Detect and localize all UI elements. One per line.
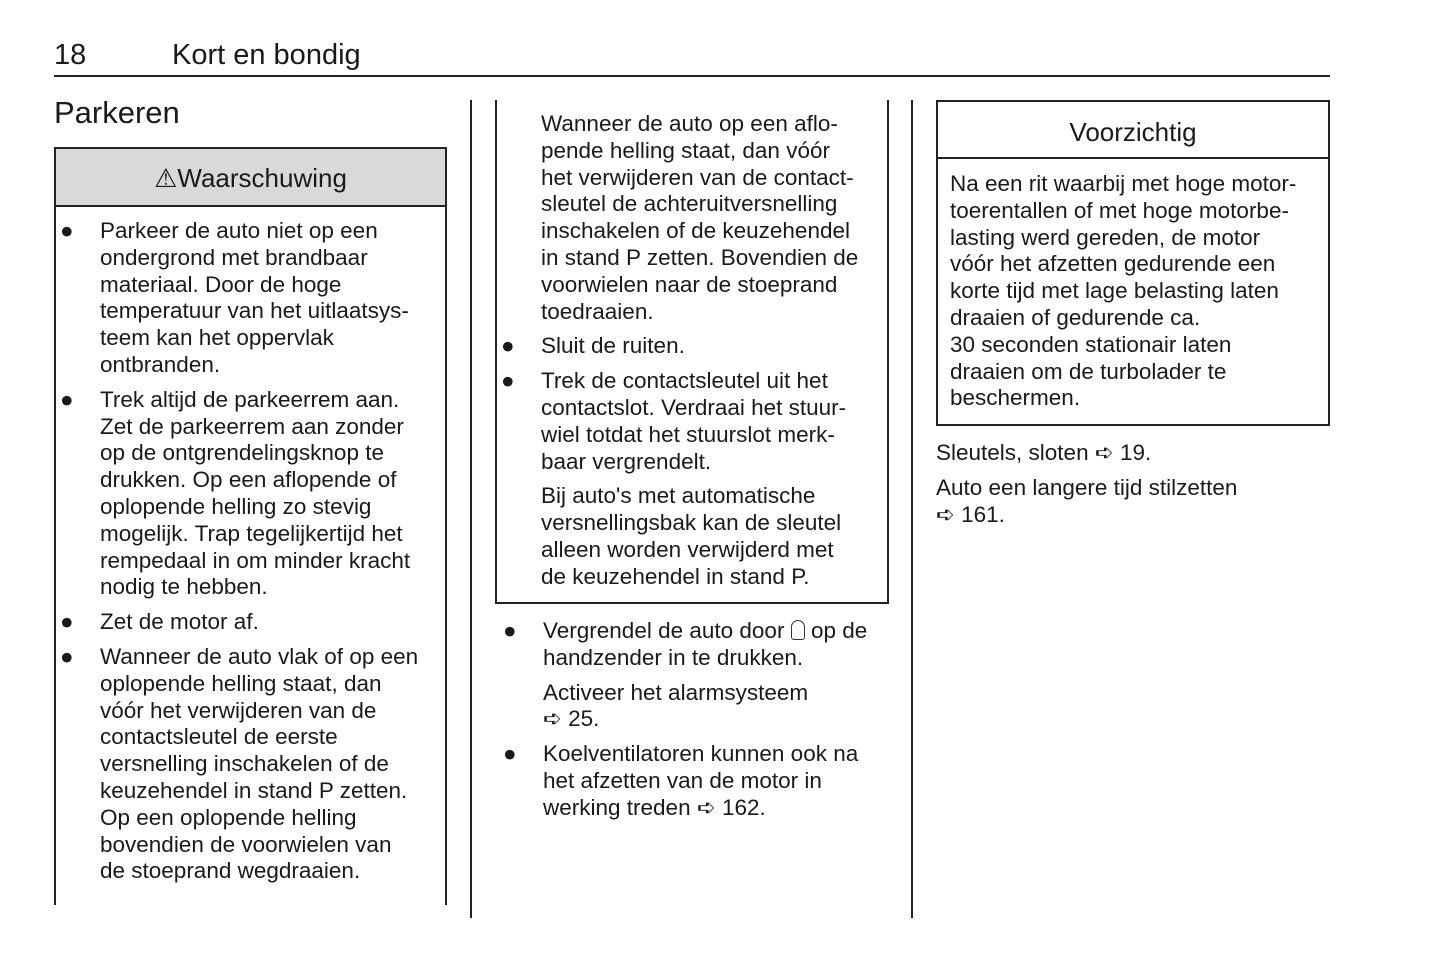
warning-item-text: Zet de motor af. [100,609,259,635]
step-text: op de handzender in te drukken. [543,618,868,670]
column-divider [470,100,472,918]
reference-storage [936,475,1336,529]
list-item [499,618,899,672]
warning-intro: Wanneer de auto op een aflo- pende helling staat, dan vóór het verwijderen van de contact- sleutel de achteruitversnelling inschakelen of de keuzehendel in stand P zetten. Bovendien de voorwielen naar de stoeprand toedraaien. [541,111,859,324]
warning-triangle-icon: ⚠ [154,163,178,193]
column-divider [911,100,913,918]
list-item [497,333,887,360]
section-title: Parkeren [54,95,180,130]
bullet: ● [501,368,515,394]
warning-box [54,147,447,905]
chapter-title: Kort en bondig [172,39,361,71]
bullet: ● [60,386,74,412]
alarm-note [499,680,899,734]
header-rule [54,75,1330,77]
steps-list [499,618,899,830]
reference-text: Auto een langere tijd stilzetten [936,474,1238,500]
warning-item-text: Wanneer de auto vlak of op een oplopende helling staat, dan vóór het verwijderen van de contactsleutel de eerste versnelling inschakelen of de keuzehendel in stand P zetten. Op een oplopende helling bovendien de voorwielen van de stoeprand wegdraaien. [100,643,419,884]
warning-item-text: Sluit de ruiten. [541,333,685,359]
warning-item-text: Trek altijd de parkeerrem aan. Zet de parkeerrem aan zonder op de ontgrendelingsknop te drukken. Op een aflopende of oplopende helling zo stevig mogelijk. Trap tegelijkertijd het rempedaal in om minder kracht nodig te hebben. [100,386,411,600]
bullet: ● [503,618,517,643]
warning-title: Waarschuwing [177,163,347,193]
bullet: ● [501,333,515,359]
bullet: ● [503,741,517,767]
warning-note: Bij auto's met automatische versnellingsbak kan de sleutel alleen worden verwijderd met de keuzehendel in stand P. [541,483,842,589]
page-reference[interactable]: 25. [561,706,600,732]
list-item [497,368,887,475]
caution-title: Voorzichtig [938,102,1328,159]
reference-arrow-icon: ➪ [936,501,955,527]
page-number: 18 [54,39,87,71]
reference-arrow-icon: ➪ [1094,440,1114,465]
warning-item-text: Parkeer de auto niet op een ondergrond met brandbaar materiaal. Door de hoge temperatuur van het uitlaatsys- teem kan het oppervlak ontbranden. [100,218,409,377]
page-reference[interactable]: 162. [715,794,766,820]
references [936,440,1336,536]
list-item [56,609,445,636]
caution-text: Na een rit waarbij met hoge motor- toerentallen of met hoge motorbe- lasting werd gereden, de motor vóór het afzetten gedurende een korte tijd met lage belasting laten draaien of gedurende ca. 30 seconden stationair laten draaien om de turbolader te beschermen. [950,171,1297,411]
warning-continued-box [495,100,889,604]
reference-text: Sleutels, sloten [936,440,1095,465]
bullet: ● [60,609,74,635]
caution-box [936,100,1330,426]
list-item [499,741,899,821]
step-text: Koelventilatoren kunnen ook na het afzetten van de motor in werking treden [543,741,859,820]
step-text: Vergrendel de auto door [543,618,791,643]
bullet: ● [60,643,74,669]
reference-arrow-icon: ➪ [696,794,716,820]
page-reference[interactable]: 19. [1113,440,1152,465]
page-reference[interactable]: 161. [954,501,1005,527]
remote-lock-icon [791,620,805,640]
warning-header [56,149,445,207]
bullet: ● [60,218,74,243]
reference-arrow-icon: ➪ [543,706,562,732]
list-item [56,644,445,885]
list-item [56,218,445,379]
alarm-text: Activeer het alarmsysteem [543,679,809,705]
list-item [56,387,445,601]
reference-keys [936,440,1336,467]
warning-item-text: Trek de contactsleutel uit het contactslot. Verdraai het stuur- wiel totdat het stuurslot merk- baar vergrendelt. [541,368,847,474]
